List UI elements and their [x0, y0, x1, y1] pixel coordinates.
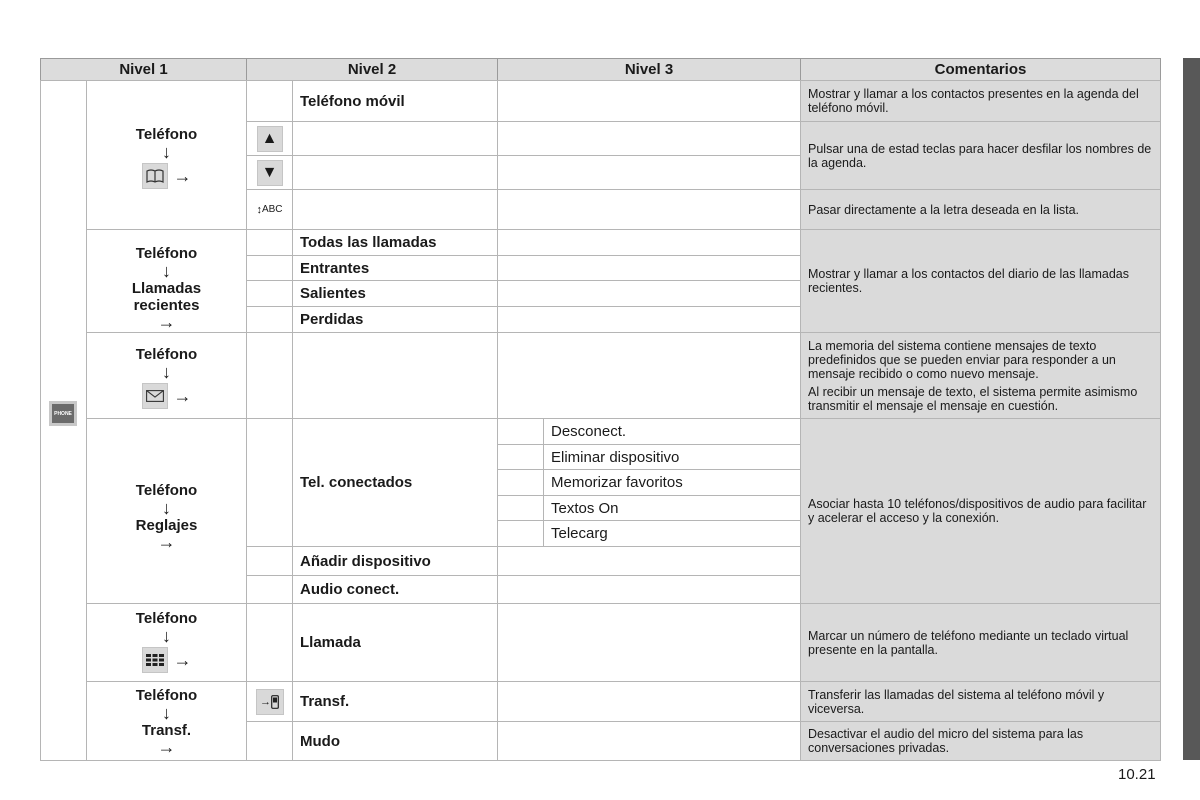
level3-empty — [497, 80, 801, 122]
arrow-right-icon: → — [157, 737, 176, 757]
level3-icon-empty — [497, 495, 544, 521]
phone-badge-icon — [49, 401, 77, 426]
settings-save-favorites: Memorizar favoritos — [543, 469, 801, 496]
level3-empty — [497, 306, 801, 333]
arrow-down-icon: ↓ — [162, 626, 171, 646]
level2-empty — [292, 155, 498, 190]
header-comentarios: Comentarios — [800, 58, 1161, 81]
level3-empty — [497, 575, 801, 604]
icon-cell-empty — [246, 418, 293, 547]
comment-text: Marcar un número de teléfono mediante un teclado virtual presente en la pantalla. — [808, 628, 1129, 657]
sms-comment — [800, 332, 1161, 419]
settings-connected-phones: Tel. conectados — [292, 418, 498, 547]
comment-text: Desactivar el audio del micro del sistema para las conversaciones privadas. — [808, 727, 1084, 755]
scroll-up-cell — [246, 121, 293, 156]
section-agenda-level1 — [86, 80, 247, 230]
level2-empty — [292, 332, 498, 419]
triangle-up-icon: ▲ — [257, 126, 283, 152]
level3-empty — [497, 721, 801, 761]
settings-texts-on: Textos On — [543, 495, 801, 521]
book-icon — [142, 163, 168, 189]
triangle-down-icon: ▼ — [257, 160, 283, 186]
settings-add-device: Añadir dispositivo — [292, 546, 498, 576]
header-nivel-2: Nivel 2 — [246, 58, 498, 81]
level3-empty — [497, 255, 801, 281]
agenda-scroll-comment — [800, 121, 1161, 190]
calls-all: Todas las llamadas — [292, 229, 498, 256]
calls-level1-sublabel: Llamadas recientes — [131, 280, 202, 314]
keypad-icon — [142, 647, 168, 673]
transfer-comment — [800, 681, 1161, 722]
sms-level1-label: Teléfono — [135, 346, 198, 363]
transfer-transfer: Transf. — [292, 681, 498, 722]
agenda-abc-comment — [800, 189, 1161, 230]
transfer-mute: Mudo — [292, 721, 498, 761]
icon-cell-empty — [246, 280, 293, 307]
level3-icon-empty — [497, 418, 544, 445]
level3-empty — [497, 603, 801, 682]
level3-empty — [497, 681, 801, 722]
icon-cell-empty — [246, 255, 293, 281]
calls-outgoing: Salientes — [292, 280, 498, 307]
transfer-to-phone-icon: → — [256, 689, 284, 715]
calls-incoming: Entrantes — [292, 255, 498, 281]
icon-cell-empty — [246, 306, 293, 333]
level3-icon-empty — [497, 444, 544, 470]
icon-cell-empty — [246, 721, 293, 761]
dial-level1-label: Teléfono — [135, 610, 198, 627]
icon-cell-empty — [246, 575, 293, 604]
arrow-down-icon: ↓ — [162, 362, 171, 382]
comment-text: Mostrar y llamar a los contactos presentes en la agenda del teléfono móvil. — [808, 87, 1139, 115]
section-calls-level1 — [86, 229, 247, 333]
arrow-down-icon: ↓ — [162, 498, 171, 518]
agenda-mobile-comment — [800, 80, 1161, 122]
icon-cell-empty — [246, 332, 293, 419]
arrow-right-icon: → — [157, 532, 176, 552]
level3-empty — [497, 189, 801, 230]
transfer-level1-label: Teléfono — [135, 687, 198, 704]
level3-icon-empty — [497, 520, 544, 547]
level3-empty — [497, 546, 801, 576]
level3-empty — [497, 155, 801, 190]
arrow-down-icon: ↓ — [162, 142, 171, 162]
arrow-right-icon: → — [173, 166, 192, 186]
header-nivel-1: Nivel 1 — [40, 58, 247, 81]
settings-disconnect: Desconect. — [543, 418, 801, 445]
calls-comment — [800, 229, 1161, 333]
arrow-right-icon: → — [173, 650, 192, 670]
level3-empty — [497, 280, 801, 307]
level3-empty — [497, 332, 801, 419]
icon-cell-empty — [246, 229, 293, 256]
comment-text: Transferir las llamadas del sistema al teléfono móvil y viceversa. — [808, 687, 1105, 716]
level3-icon-empty — [497, 469, 544, 496]
abc-cell — [246, 189, 293, 230]
settings-comment — [800, 418, 1161, 604]
comment-text: La memoria del sistema contiene mensajes de texto predefinidos que se pueden enviar para responder a un mensaje recibido o como nuevo mensaje. — [808, 338, 1116, 381]
agenda-mobile-phone: Teléfono móvil — [292, 80, 498, 122]
settings-delete-device: Eliminar dispositivo — [543, 444, 801, 470]
icon-cell-empty — [246, 80, 293, 122]
icon-cell-empty — [246, 546, 293, 576]
abc-jump-icon: ↕ ABC — [256, 203, 283, 216]
comment-text: Al recibir un mensaje de texto, el sistema permite asimismo transmitir el mensaje el mensaje en cuestión. — [808, 384, 1138, 413]
icon-cell-empty — [246, 603, 293, 682]
comment-text: Pulsar una de estad teclas para hacer desfilar los nombres de la agenda. — [808, 141, 1152, 170]
comment-text: Mostrar y llamar a los contactos del diario de las llamadas recientes. — [808, 267, 1129, 295]
level3-empty — [497, 229, 801, 256]
scroll-down-cell — [246, 155, 293, 190]
calls-missed: Perdidas — [292, 306, 498, 333]
arrow-right-icon: → — [173, 386, 192, 406]
page-number: 10.21 — [1118, 766, 1156, 783]
section-transfer-level1 — [86, 681, 247, 761]
arrow-right-icon: → — [157, 312, 176, 332]
level3-empty — [497, 121, 801, 156]
level2-empty — [292, 121, 498, 156]
settings-audio-connected: Audio conect. — [292, 575, 498, 604]
comment-text: Pasar directamente a la letra deseada en la lista. — [808, 202, 1079, 217]
phone-badge-label: PHONE — [54, 410, 72, 417]
dial-comment — [800, 603, 1161, 682]
transfer-level1-sublabel: Transf. — [141, 722, 192, 739]
arrow-down-icon: ↓ — [162, 261, 171, 281]
chapter-side-tab — [1183, 58, 1200, 760]
section-settings-level1 — [86, 418, 247, 604]
section-sms-level1 — [86, 332, 247, 419]
settings-level1-sublabel: Reglajes — [135, 517, 198, 534]
abc-label: ABC — [261, 204, 283, 215]
dial-call: Llamada — [292, 603, 498, 682]
envelope-icon — [142, 383, 168, 409]
header-nivel-3: Nivel 3 — [497, 58, 801, 81]
section-dial-level1 — [86, 603, 247, 682]
level2-empty — [292, 189, 498, 230]
comment-text: Asociar hasta 10 teléfonos/dispositivos de audio para facilitar y acelerar el acceso y la conexión. — [808, 497, 1147, 525]
arrow-down-icon: ↓ — [162, 703, 171, 723]
calls-level1-label: Teléfono — [135, 245, 198, 262]
agenda-level1-label: Teléfono — [135, 126, 198, 143]
settings-download: Telecarg — [543, 520, 801, 547]
transfer-icon-cell — [246, 681, 293, 722]
settings-level1-label: Teléfono — [135, 482, 198, 499]
mute-comment — [800, 721, 1161, 761]
